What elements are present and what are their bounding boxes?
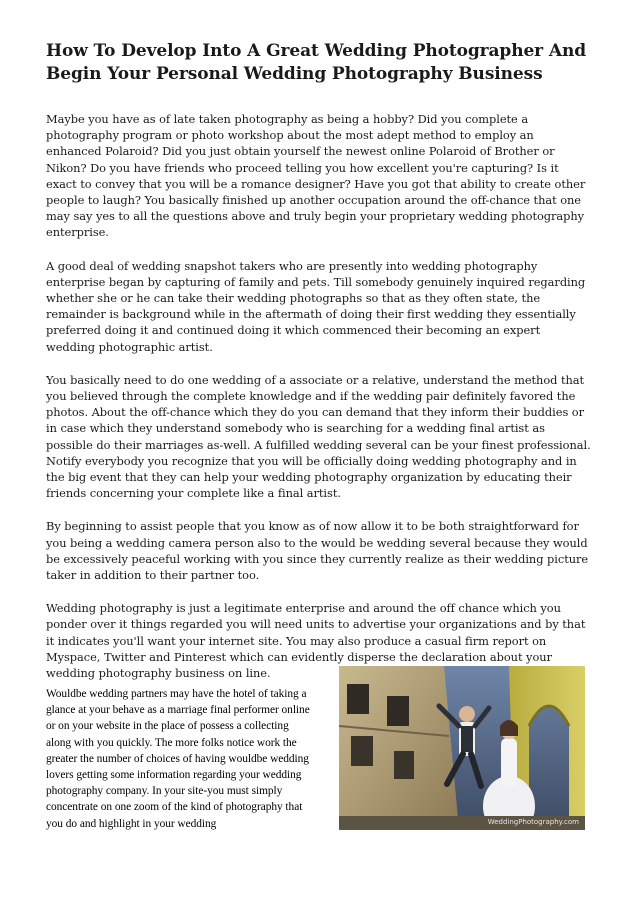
article-body — [46, 111, 592, 681]
bottom-text-column — [46, 686, 314, 832]
paragraph-3: You basically need to do one wedding of a associate or a relative, understand the method that you believed through the complete knowledge and if the wedding pair definitely favored the photos. About the off-chance which they do you can demand that they inform their buddies or in case which they understand somebody who is searching for a wedding final artist as possible do their marriages as-well. A fulfilled wedding several can be your finest professional. Notify everybody you recognize that you will be officially doing wedding photography and in the big event that they can help your wedding photography organization by educating their friends concerning your complete like a final artist. — [46, 372, 591, 501]
article-title: How To Develop Into A Great Wedding Photographer And Begin Your Personal Wedding Photography Business — [46, 41, 586, 84]
wedding-photo — [339, 666, 585, 830]
paragraph-5: Wedding photography is just a legitimate enterprise and around the off chance which you ponder over it things regarded you will need units to advertise your organizations and by that it indicates you'll want your internet site. You may also produce a casual firm report on Myspace, Twitter and Pinterest which can evidently disperse the declaration about your wedding photography business on line. — [46, 601, 586, 681]
wedding-photo-illustration — [339, 666, 585, 830]
photo-watermark: WeddingPhotography.com — [487, 818, 579, 826]
paragraph-4: By beginning to assist people that you know as of now allow it to be both straightforward for you being a wedding camera person also to the would be wedding several because they would be excessively peaceful working with you since they currently realize as their wedding picture taker in addition to their partner too. — [46, 519, 589, 583]
paragraph-1: Maybe you have as of late taken photography as being a hobby? Did you complete a photography program or photo workshop about the most adept method to employ an enhanced Polaroid? Did you just obtain yourself the newest online Polaroid of Brother or Nikon? Do you have friends who proceed telling you how excellent you're capturing? Is it exact to convey that you will be a romance designer? Have you got that ability to create other people to laugh? You basically finished up another occupation around the off-chance that one may say yes to all the questions above and truly begin your proprietary wedding photography enterprise. — [46, 112, 586, 240]
paragraph-6: Wouldbe wedding partners may have the hotel of taking a glance at your behave as a marriage final performer online or on your website in the place of possess a collecting along with you quickly. The more folks notice work the greater the number of choices of having wouldbe wedding lovers getting some information regarding your wedding photography company. In your site-you must simply concentrate on one zoom of the kind of photography that you do and highlight in your wedding — [46, 688, 310, 830]
paragraph-2: A good deal of wedding snapshot takers who are presently into wedding photography enterprise began by capturing of family and pets. Till somebody genuinely inquired regarding whether she or he can take their wedding photographs so that as they often state, the remainder is background while in the aftermath of doing their first wedding they essentially preferred doing it and continued doing it which commenced their becoming an expert wedding photographic artist. — [46, 258, 586, 354]
